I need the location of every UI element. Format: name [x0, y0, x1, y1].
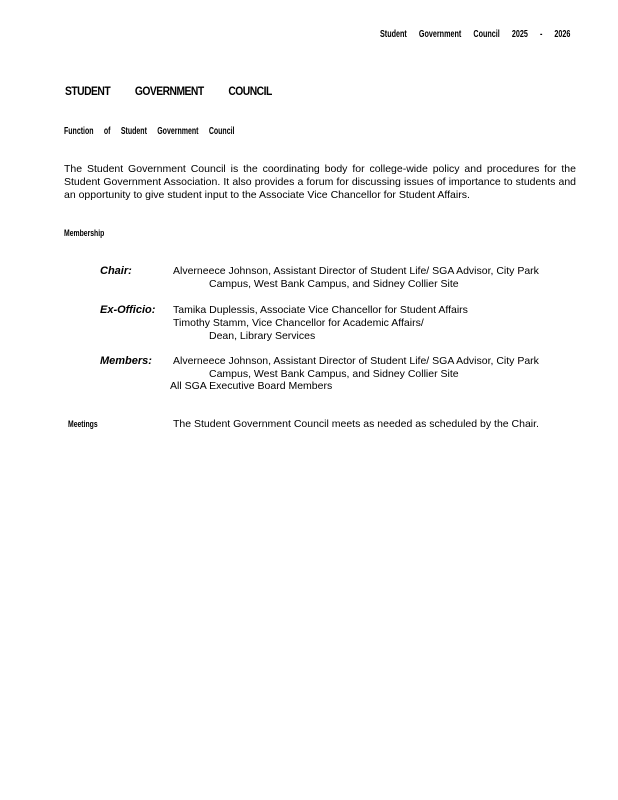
- exofficio-line-1: Tamika Duplessis, Associate Vice Chancellor for Student Affairs: [173, 304, 468, 316]
- document-title: STUDENT GOVERNMENT COUNCIL: [65, 84, 272, 98]
- membership-heading: Membership: [64, 228, 105, 239]
- exofficio-line-2: Timothy Stamm, Vice Chancellor for Academic Affairs/: [173, 316, 424, 329]
- members-line-1: Alverneece Johnson, Assistant Director of Student Life/ SGA Advisor, City Park: [173, 355, 539, 367]
- members-entry: [173, 355, 539, 381]
- members-line-2: Campus, West Bank Campus, and Sidney Collier Site: [209, 367, 459, 380]
- chair-label: Chair:: [100, 265, 132, 277]
- meetings-text: The Student Government Council meets as needed as scheduled by the Chair.: [173, 418, 539, 430]
- running-header: Student Government Council 2025 - 2026: [380, 29, 571, 40]
- members-label: Members:: [100, 355, 152, 367]
- members-line-3: All SGA Executive Board Members: [170, 380, 333, 392]
- function-paragraph: The Student Government Council is the coordinating body for college-wide policy and procedures for the Student Government Association. It also provides a forum for discussing issues of importance to students and an opportunity to give student input to the Associate Vice Chancellor for Student Affairs.: [64, 163, 576, 201]
- meetings-heading: Meetings: [68, 419, 98, 430]
- exofficio-entry: [173, 304, 468, 342]
- exofficio-line-3: Dean, Library Services: [209, 329, 316, 342]
- chair-line-2: Campus, West Bank Campus, and Sidney Collier Site: [209, 277, 459, 290]
- function-heading: Function of Student Government Council: [64, 126, 235, 137]
- chair-line-1: Alverneece Johnson, Assistant Director of Student Life/ SGA Advisor, City Park: [173, 265, 539, 277]
- chair-entry: [173, 265, 539, 291]
- exofficio-label: Ex-Officio:: [100, 304, 156, 316]
